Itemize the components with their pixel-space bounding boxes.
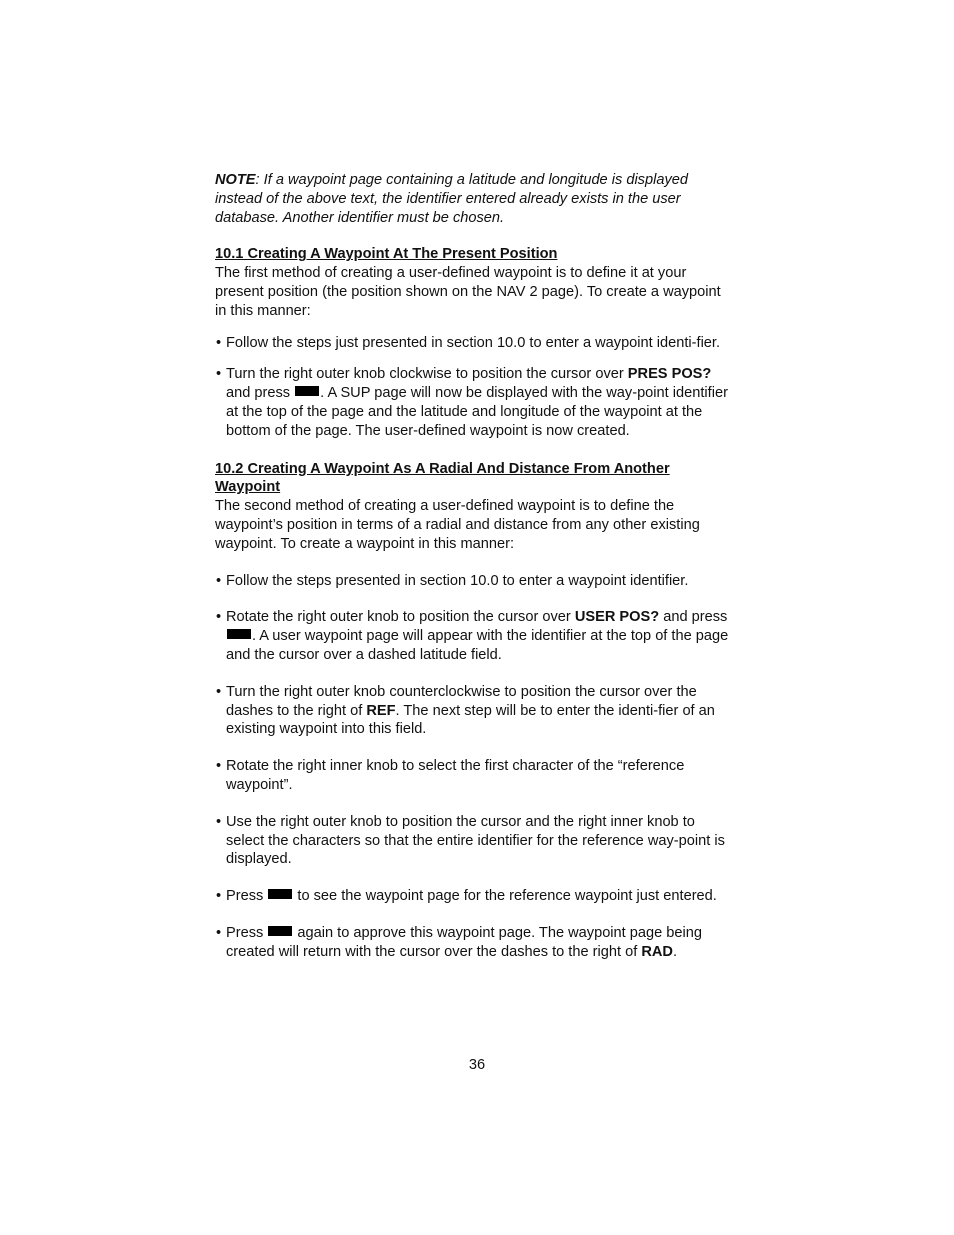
enter-key-icon <box>268 889 292 899</box>
rad-label: RAD <box>641 943 673 960</box>
enter-key-icon <box>227 629 251 639</box>
list-item <box>215 813 735 869</box>
list-item-text: . <box>672 943 678 960</box>
bullet-icon: • <box>216 609 222 626</box>
list-item-text: and press <box>226 385 295 402</box>
list-item-text: Press <box>226 888 268 905</box>
bullet-icon: • <box>216 572 222 589</box>
list-item-text: Press <box>226 924 268 941</box>
list-item <box>215 572 735 591</box>
note-paragraph <box>215 171 735 227</box>
section-intro-10-2: The second method of creating a user-defined waypoint is to define the waypoint’s position in terms of a radial and distance from any other existing waypoint. To create a waypoint in this manner: <box>215 498 700 552</box>
bullet-icon: • <box>216 758 222 775</box>
enter-key-icon <box>295 386 319 396</box>
list-item-text: . The next step will be to enter the identi-fier of an existing waypoint into this field. <box>226 702 715 738</box>
note-label: NOTE <box>215 172 256 188</box>
bullet-icon: • <box>216 924 222 941</box>
pres-pos-label: PRES POS? <box>627 366 712 383</box>
manual-page-body <box>215 171 735 962</box>
bullet-icon: • <box>216 813 222 830</box>
list-item <box>215 757 735 795</box>
bullet-icon: • <box>216 683 222 700</box>
bullet-icon: • <box>216 366 222 383</box>
list-item <box>215 924 735 962</box>
list-item-text: Rotate the right outer knob to position the cursor over <box>226 609 575 626</box>
user-pos-label: USER POS? <box>574 609 660 626</box>
list-item-text: Rotate the right inner knob to select the first character of the “reference waypoint”. <box>226 758 685 793</box>
list-item-text: Follow the steps presented in section 10.0 to enter a waypoint identifier. <box>226 572 689 589</box>
list-item <box>215 365 735 440</box>
list-item-text: to see the waypoint page for the reference waypoint just entered. <box>293 888 717 905</box>
bullet-icon: • <box>216 888 222 905</box>
list-item <box>215 608 735 664</box>
section-heading-10-2: 10.2 Creating A Waypoint As A Radial And Distance From Another Waypoint <box>215 460 670 496</box>
list-item-text: . A user waypoint page will appear with the identifier at the top of the page and the cursor over a dashed latitude field. <box>226 628 729 663</box>
page-number: 36 <box>468 1057 486 1073</box>
list-item-text: Turn the right outer knob counterclockwise to position the cursor over the dashes to the right of <box>226 683 697 719</box>
section-heading-10-1: 10.1 Creating A Waypoint At The Present Position <box>215 246 558 263</box>
bullet-icon: • <box>216 334 222 351</box>
note-text: : If a waypoint page containing a latitude and longitude is displayed instead of the above text, the identifier entered already exists in the user database. Another identifier must be chosen. <box>215 172 688 226</box>
ref-label: REF <box>366 702 396 719</box>
list-item-text: again to approve this waypoint page. The waypoint page being created will return with the cursor over the dashes to the right of <box>226 924 703 960</box>
list-item-text: and press <box>659 609 728 626</box>
list-item <box>215 683 735 739</box>
section-intro-10-1: The first method of creating a user-defined waypoint is to define it at your present position (the position shown on the NAV 2 page). To create a waypoint in this manner: <box>215 265 721 319</box>
list-item <box>215 334 735 353</box>
enter-key-icon <box>268 926 292 936</box>
list-item-text: Use the right outer knob to position the cursor and the right inner knob to select the characters so that the entire identifier for the reference way-point is displayed. <box>226 813 725 868</box>
list-item-text: Turn the right outer knob clockwise to position the cursor over <box>226 366 628 383</box>
list-item-text: Follow the steps just presented in section 10.0 to enter a waypoint identi-fier. <box>226 334 721 351</box>
list-item-text: . A SUP page will now be displayed with the way-point identifier at the top of the page and the latitude and longitude of the waypoint at the bottom of the page. The user-defined waypoint is now created. <box>226 385 728 439</box>
list-item <box>215 887 735 906</box>
